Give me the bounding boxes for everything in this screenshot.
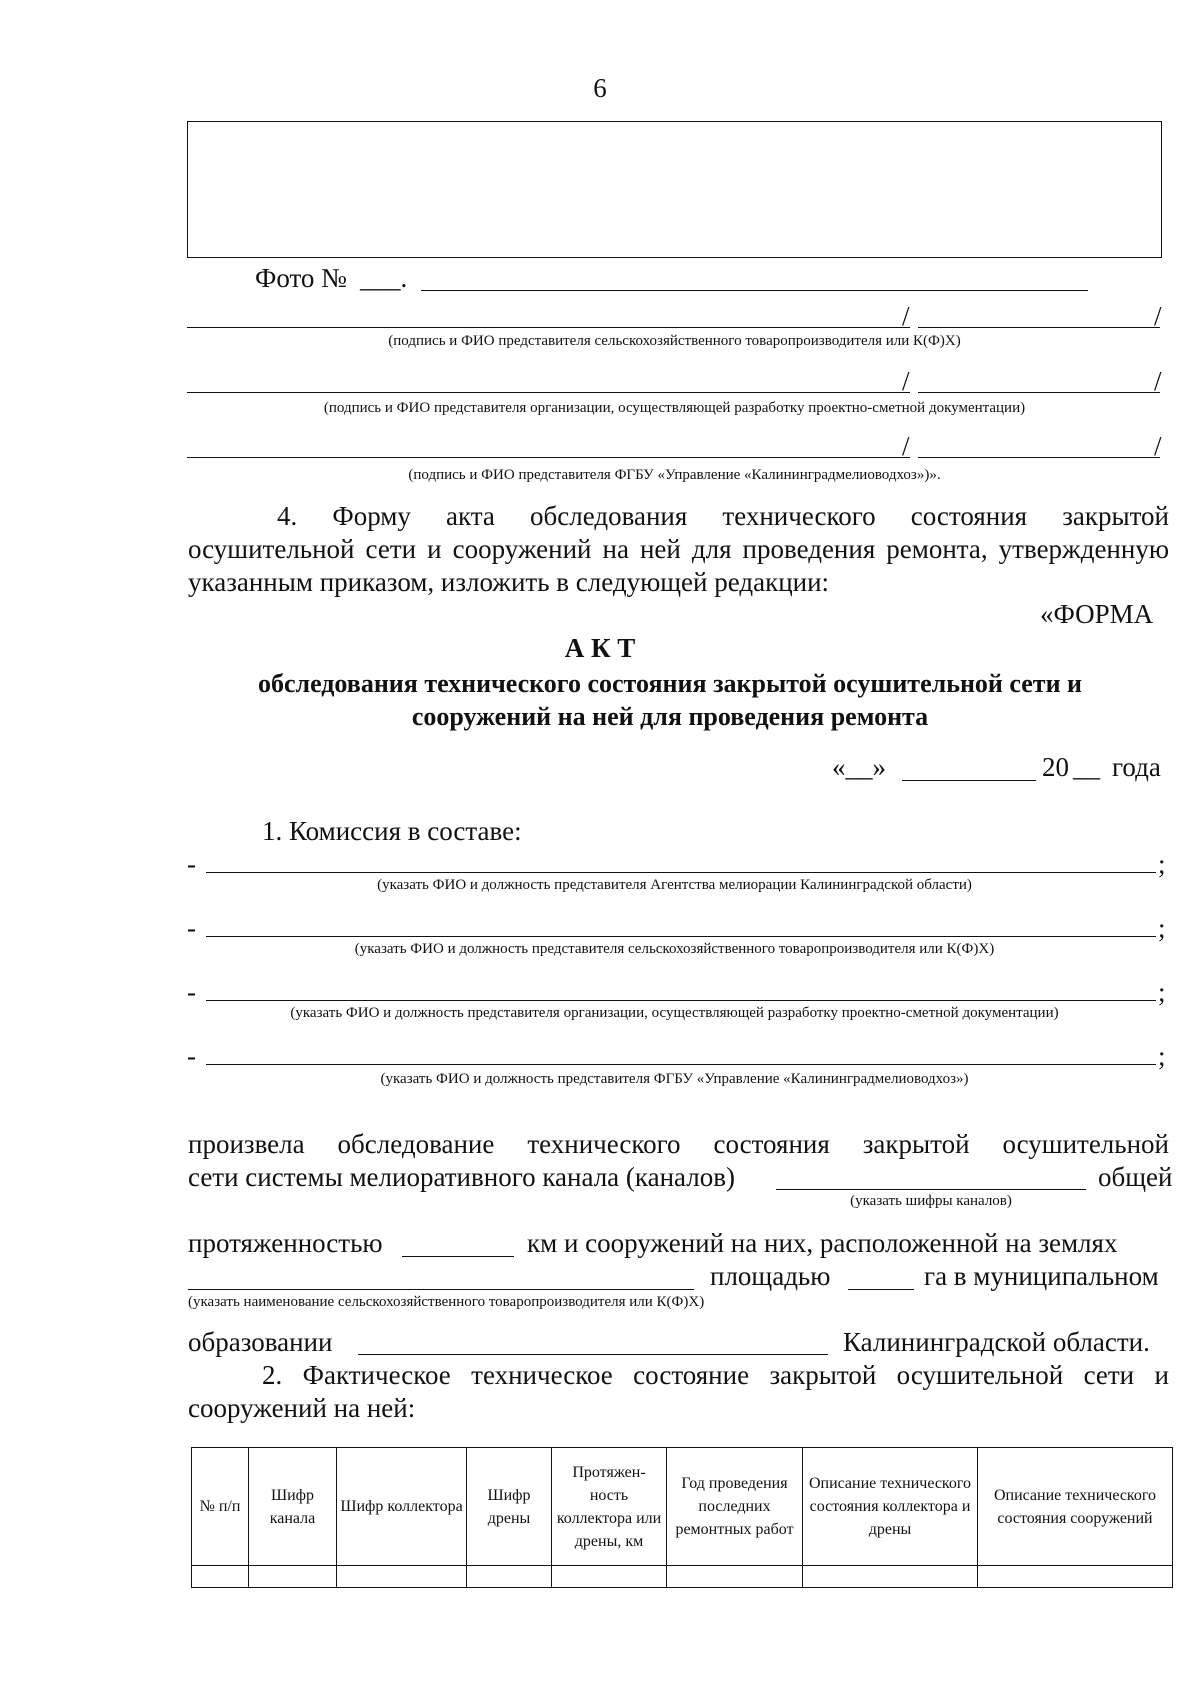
signature-caption-2: (подпись и ФИО представителя организации, осуществляющей разработку проектно-сметной документации)	[323, 400, 1026, 416]
table-cell[interactable]	[192, 1566, 249, 1588]
date-year-suffix: года	[1112, 752, 1161, 782]
slash-3a: /	[902, 431, 910, 461]
header-structures-condition: Описание технического состояния сооружений	[978, 1448, 1173, 1566]
table-cell[interactable]	[552, 1566, 667, 1588]
header-channel-code: Шифр канала	[249, 1448, 337, 1566]
survey-area-label: площадью	[710, 1261, 831, 1291]
signature-caption-1: (подпись и ФИО представителя сельскохозяйственного товаропроизводителя или К(Ф)Х)	[388, 333, 961, 349]
slash-1a: /	[902, 301, 910, 331]
channels-caption: (указать шифры каналов)	[850, 1193, 1012, 1209]
table-cell[interactable]	[667, 1566, 803, 1588]
commission-heading: 1. Комиссия в составе:	[262, 816, 522, 846]
header-drain-code: Шифр дрены	[467, 1448, 552, 1566]
member-semicolon-4: ;	[1158, 1041, 1166, 1071]
member-dash-2: -	[187, 913, 196, 943]
area-blank-line[interactable]	[848, 1289, 914, 1290]
name-line-2[interactable]	[918, 392, 1160, 393]
survey-municipality-label: образовании	[188, 1327, 333, 1357]
form-label: «ФОРМА	[1040, 599, 1154, 629]
intro-line-2: осушительной сети и сооружений на ней для проведения ремонта, утвержденную	[188, 534, 1169, 564]
municipality-line[interactable]	[358, 1354, 828, 1355]
slash-1b: /	[1154, 301, 1162, 331]
producer-caption: (указать наименование сельскохозяйственного товаропроизводителя или К(Ф)Х)	[188, 1294, 705, 1310]
member-line-4[interactable]	[206, 1064, 1156, 1065]
member-dash-3: -	[187, 977, 196, 1007]
header-length: Протяжен-ность коллектора или дрены, км	[552, 1448, 667, 1566]
slash-2a: /	[902, 366, 910, 396]
member-dash-4: -	[187, 1041, 196, 1071]
member-caption-2: (указать ФИО и должность представителя сельскохозяйственного товаропроизводителя или К(Ф)Х)	[354, 941, 995, 957]
producer-name-line[interactable]	[188, 1289, 694, 1290]
table-cell[interactable]	[249, 1566, 337, 1588]
section2-line-1: 2. Фактическое техническое состояние закрытой осушительной сети и	[262, 1360, 1169, 1390]
length-blank-line[interactable]	[402, 1256, 514, 1257]
member-line-1[interactable]	[206, 872, 1156, 873]
act-subtitle-line-2: сооружений на ней для проведения ремонта	[411, 702, 929, 731]
signature-line-2[interactable]	[187, 392, 910, 393]
member-semicolon-2: ;	[1158, 913, 1166, 943]
member-semicolon-3: ;	[1158, 977, 1166, 1007]
photo-label: Фото №	[255, 263, 347, 293]
date-year-prefix: 20	[1042, 752, 1069, 782]
member-line-3[interactable]	[206, 1000, 1156, 1001]
member-caption-3: (указать ФИО и должность представителя организации, осуществляющей разработку проектно-сметной документации)	[290, 1005, 1059, 1021]
channels-code-line[interactable]	[776, 1189, 1086, 1190]
member-line-2[interactable]	[206, 936, 1156, 937]
header-repair-year: Год проведения последних ремонтных работ	[667, 1448, 803, 1566]
photo-description-line[interactable]	[421, 290, 1088, 291]
page-number: 6	[593, 73, 607, 103]
date-day[interactable]: «__»	[832, 752, 886, 782]
signature-caption-3: (подпись и ФИО представителя ФГБУ «Управление «Калининградмелиоводхоз»)».	[408, 467, 941, 483]
intro-line-3: указанным приказом, изложить в следующей редакции:	[188, 567, 830, 597]
member-caption-1: (указать ФИО и должность представителя Агентства мелиорации Калининградской области)	[377, 877, 972, 893]
slash-3b: /	[1154, 431, 1162, 461]
survey-length-label: протяженностью	[188, 1228, 383, 1258]
member-dash-1: -	[187, 849, 196, 879]
act-title: А К Т	[564, 633, 636, 663]
date-year-blank[interactable]: __	[1073, 752, 1100, 782]
intro-line-1: 4. Форму акта обследования технического состояния закрытой	[277, 501, 1169, 531]
table-cell[interactable]	[337, 1566, 467, 1588]
header-collector-condition: Описание технического состояния коллектора и дрены	[803, 1448, 978, 1566]
table-cell[interactable]	[978, 1566, 1173, 1588]
condition-table	[191, 1447, 1173, 1588]
header-number: № п/п	[192, 1448, 249, 1566]
table-header-row	[192, 1448, 1173, 1566]
name-line-1[interactable]	[918, 327, 1160, 328]
photo-number-blank: ___.	[360, 263, 408, 293]
survey-line-2-end: общей	[1098, 1162, 1173, 1192]
survey-line-2-start: сети системы мелиоративного канала (каналов)	[188, 1162, 735, 1192]
survey-region: Калининградской области.	[843, 1327, 1150, 1357]
signature-line-3[interactable]	[187, 457, 910, 458]
member-semicolon-1: ;	[1158, 849, 1166, 879]
slash-2b: /	[1154, 366, 1162, 396]
table-cell[interactable]	[467, 1566, 552, 1588]
survey-line-4-rest: га в муниципальном	[924, 1261, 1159, 1291]
signature-line-1[interactable]	[187, 327, 910, 328]
act-subtitle-line-1: обследования технического состояния закрытой осушительной сети и	[257, 669, 1083, 698]
section2-line-2: сооружений на ней:	[188, 1393, 416, 1423]
survey-line-3-rest: км и сооружений на них, расположенной на землях	[527, 1228, 1118, 1258]
photo-placeholder-box	[187, 121, 1162, 258]
header-collector-code: Шифр коллектора	[337, 1448, 467, 1566]
member-caption-4: (указать ФИО и должность представителя ФГБУ «Управление «Калининградмелиоводхоз»)	[380, 1071, 969, 1087]
table-row	[192, 1566, 1173, 1588]
date-month-line[interactable]	[902, 780, 1036, 781]
survey-line-1: произвела обследование технического состояния закрытой осушительной	[188, 1129, 1169, 1159]
table-cell[interactable]	[803, 1566, 978, 1588]
name-line-3[interactable]	[918, 457, 1160, 458]
